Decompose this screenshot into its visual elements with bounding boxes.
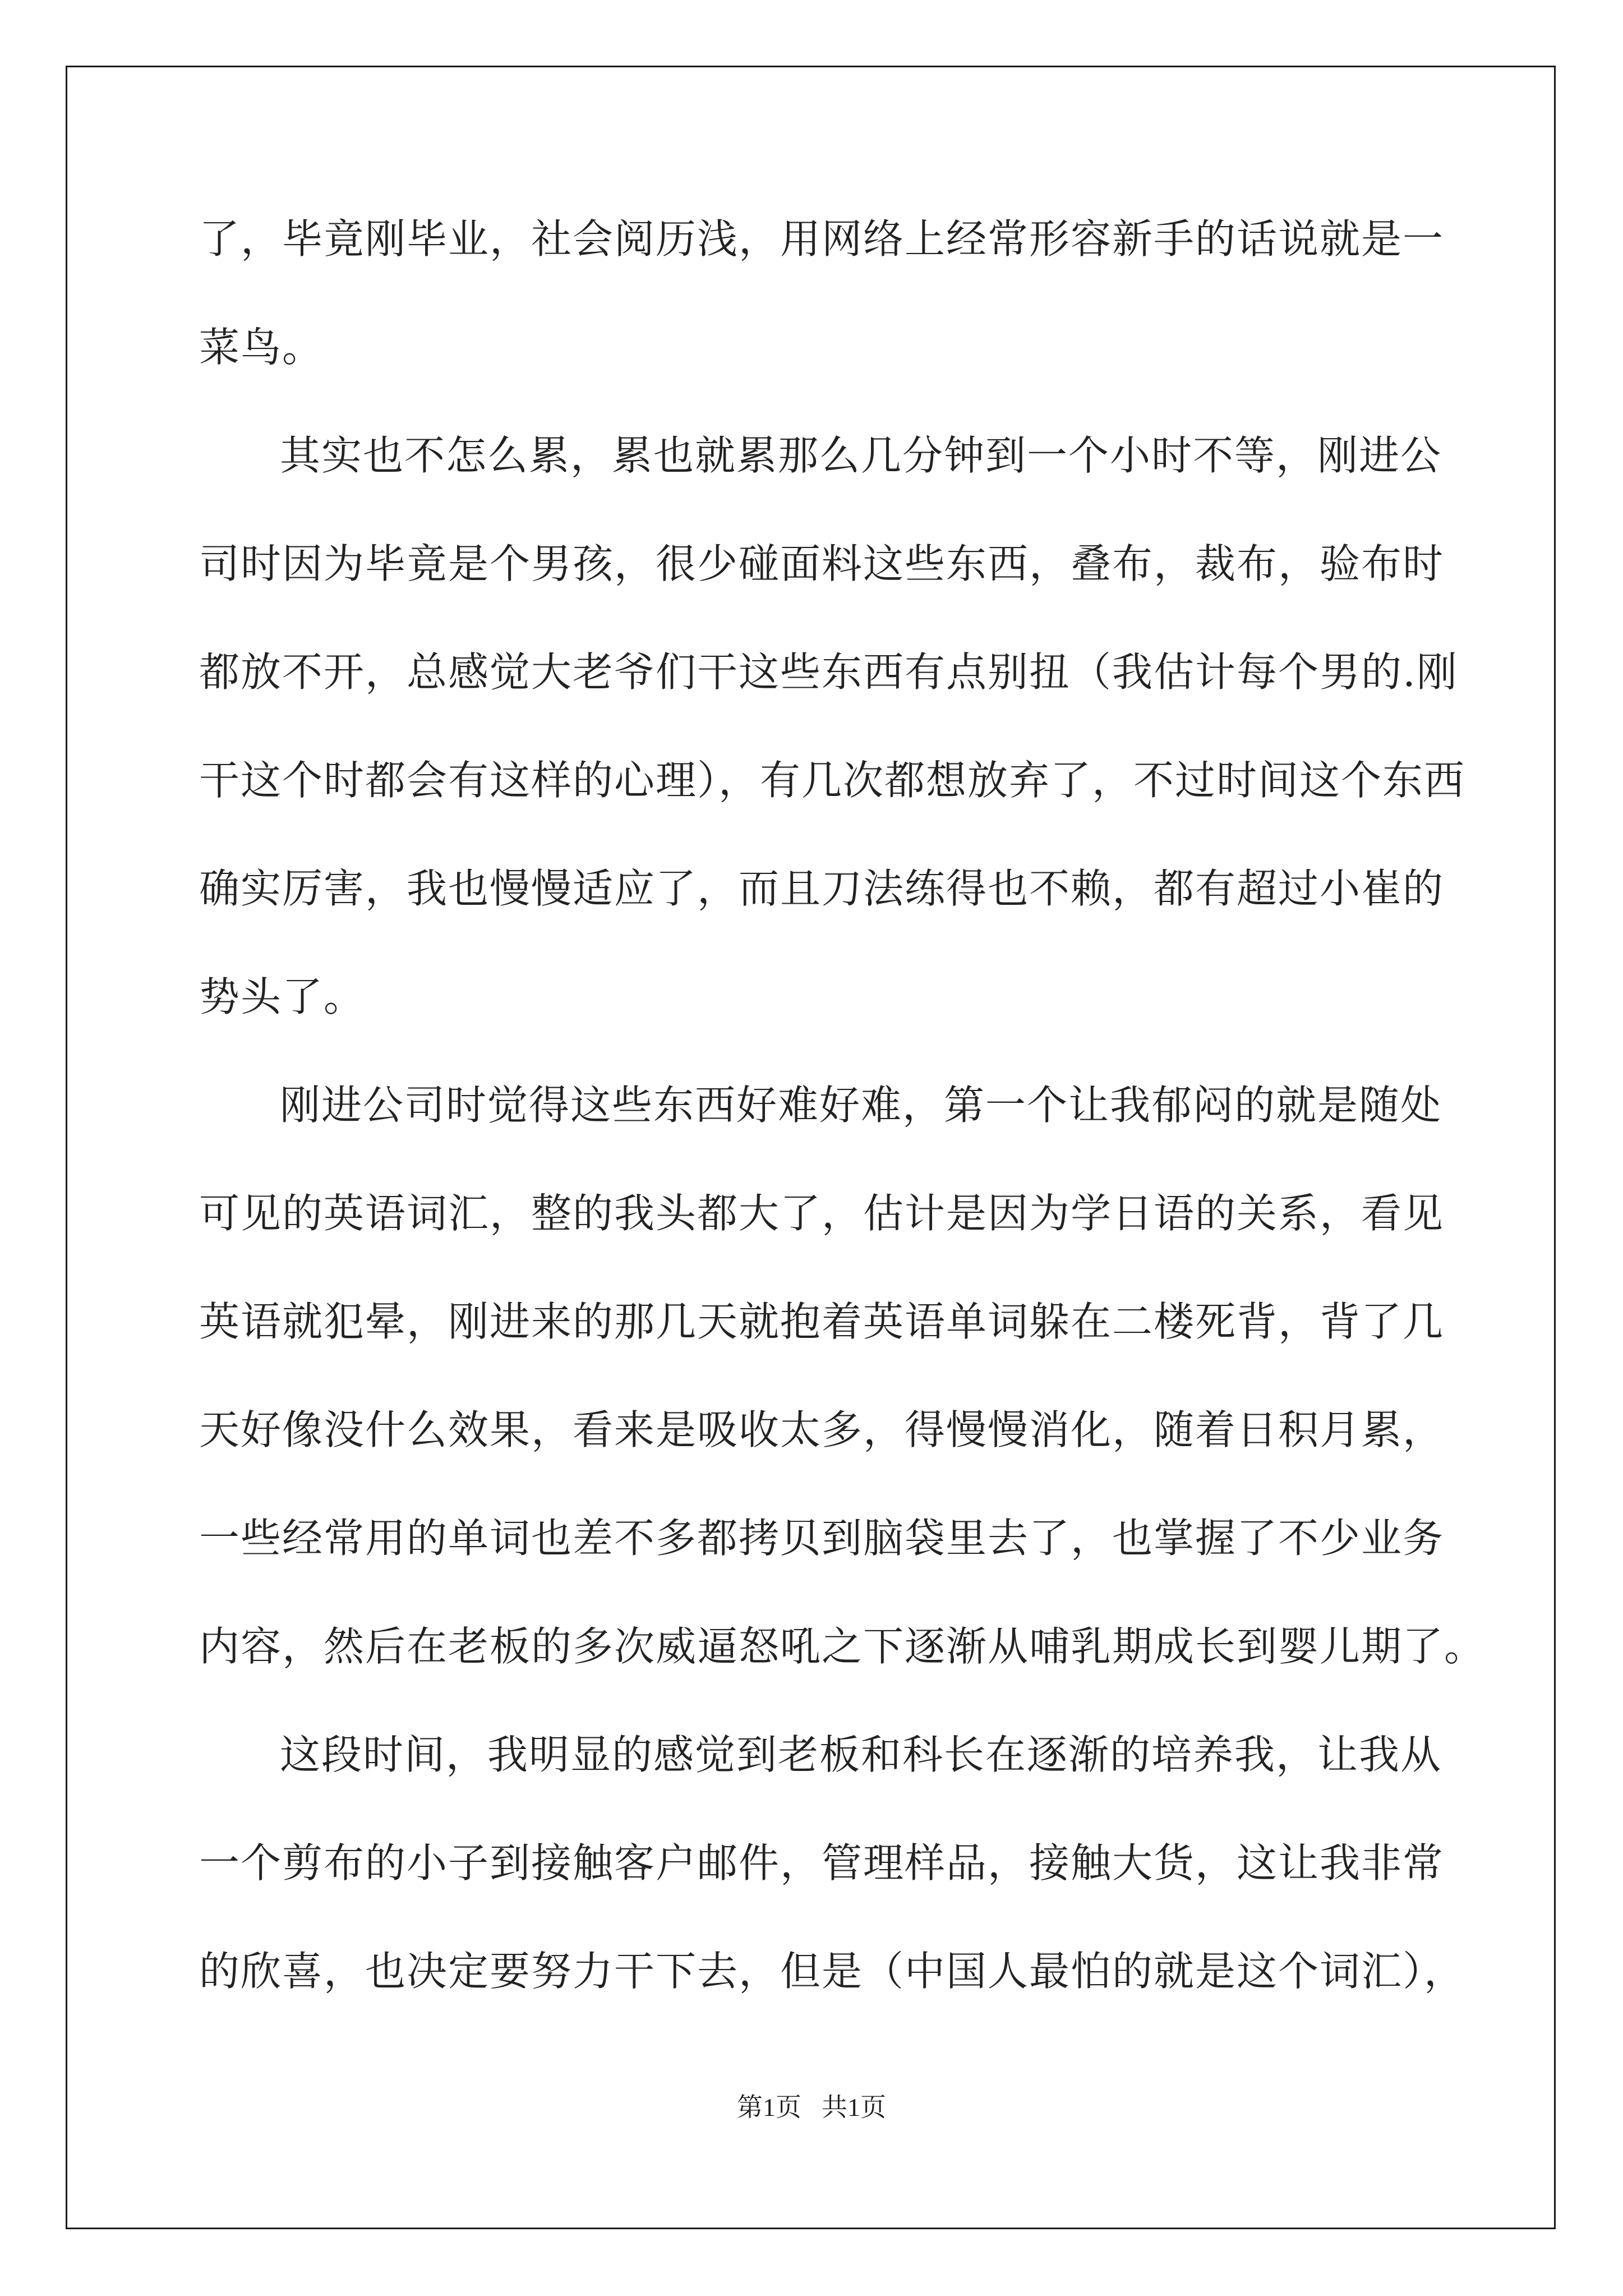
- text-line: 都放不开，总感觉大老爷们干这些东西有点别扭（我估计每个男的.刚: [199, 648, 1458, 696]
- text-line: 的欣喜，也决定要努力干下去，但是（中国人最怕的就是这个词汇），: [199, 1948, 1466, 1995]
- paragraph-first-line: 这段时间，我明显的感觉到老板和科长在逐渐的培养我，让我从: [280, 1731, 1442, 1778]
- text-line: 英语就犯晕，刚进来的那几天就抱着英语单词躲在二楼死背，背了几: [199, 1298, 1445, 1345]
- text-line: 内容，然后在老板的多次威逼怒吼之下逐渐从哺乳期成长到婴儿期了。: [199, 1623, 1486, 1670]
- text-line: 一些经常用的单词也差不多都拷贝到脑袋里去了，也掌握了不少业务: [199, 1515, 1445, 1562]
- page-total: 共1页: [822, 2093, 886, 2122]
- paragraph-first-line: 其实也不怎么累，累也就累那么几分钟到一个小时不等，刚进公: [280, 432, 1442, 479]
- text-line: 一个剪布的小子到接触客户邮件，管理样品，接触大货，这让我非常: [199, 1839, 1445, 1887]
- text-line: 司时因为毕竟是个男孩，很少碰面料这些东西，叠布，裁布，验布时: [199, 540, 1445, 587]
- text-line: 可见的英语词汇，整的我头都大了，估计是因为学日语的关系，看见: [199, 1190, 1445, 1237]
- page-number: 第1页: [737, 2093, 801, 2122]
- text-line: 干这个时都会有这样的心理），有几次都想放弃了，不过时间这个东西: [199, 757, 1466, 804]
- text-line: 天好像没什么效果，看来是吸收太多，得慢慢消化，随着日积月累，: [199, 1406, 1445, 1453]
- text-line: 确实厉害，我也慢慢适应了，而且刀法练得也不赖，都有超过小崔的: [199, 865, 1445, 912]
- text-line: 菜鸟。: [199, 324, 324, 371]
- text-line: 了，毕竟刚毕业，社会阅历浅，用网络上经常形容新手的话说就是一: [199, 215, 1445, 263]
- document-body: [199, 185, 1486, 2026]
- paragraph-first-line: 刚进公司时觉得这些东西好难好难，第一个让我郁闷的就是随处: [280, 1082, 1442, 1129]
- page-footer: [0, 2087, 1623, 2124]
- text-line: 势头了。: [199, 973, 366, 1020]
